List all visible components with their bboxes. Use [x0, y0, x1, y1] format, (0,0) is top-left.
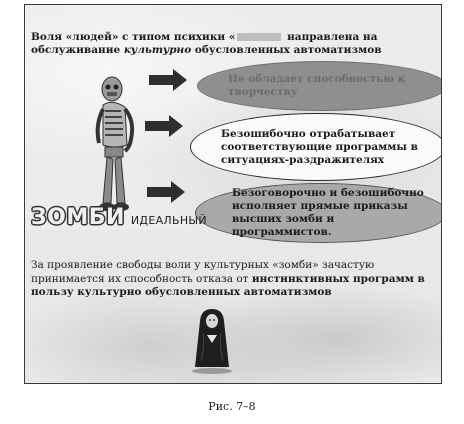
zombi-subtitle: ИДЕАЛЬНЫЙ [130, 214, 207, 227]
header-part3: культурно [123, 44, 192, 56]
bottom-part4: культурно обусловленных автоматизмов [77, 286, 332, 298]
oval-text: Не обладает способностью к творчеству [228, 73, 406, 98]
header-part1: Воля «людей» с типом психики « [31, 31, 236, 43]
arrow-right-icon [147, 181, 185, 203]
bottom-part3: в пользу [31, 272, 425, 298]
oval-executes-programs [190, 113, 442, 181]
oval-text: Безошибочно отрабатывает соответствующие программы в ситуациях-раздражителях [221, 127, 418, 166]
header-part2: направлена на обслуживание [31, 31, 378, 56]
bottom-part2: инстинктивных программ [251, 272, 414, 285]
bottom-text [31, 259, 431, 300]
oval-no-creativity [197, 61, 442, 111]
header-part4: обусловленных автоматизмов [194, 44, 382, 56]
bottom-part1: За проявление свободы воли у культурных «зомби» зачастую принимается их способность отказа от [31, 259, 375, 285]
zombie-figure-icon [81, 75, 143, 215]
oval-obeys-orders [195, 183, 442, 243]
zombi-label [31, 205, 207, 230]
zombi-title: ЗОМБИ [31, 205, 125, 230]
arrow-right-icon [149, 69, 187, 91]
oval-text: Безоговорочно и безошибочно исполняет прямые приказы высших зомби и программистов. [232, 187, 424, 238]
figure-caption: Рис. 7–8 [208, 400, 256, 413]
figure-frame [24, 4, 442, 384]
praying-figure-icon [187, 305, 237, 375]
blurred-word [237, 33, 281, 41]
header-text [31, 31, 436, 57]
arrow-right-icon [145, 115, 183, 137]
